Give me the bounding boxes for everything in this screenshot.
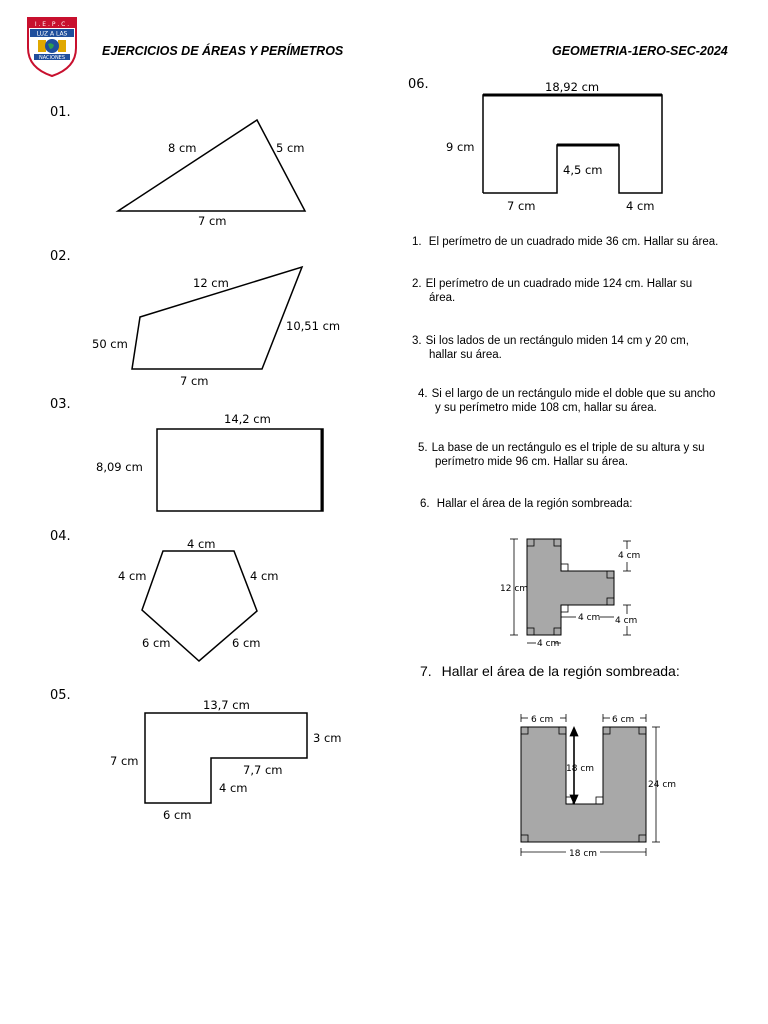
question-4-number: 4. (418, 388, 428, 400)
label-s7-d: 24 cm (648, 780, 677, 790)
label-04-b: 4 cm (118, 569, 147, 583)
figure-number-02: 02. (50, 249, 71, 264)
label-s6-e: 4 cm (537, 639, 560, 649)
question-3-line1: Si los lados de un rectángulo miden 14 cm y 20 cm, (425, 335, 689, 347)
label-05-e: 4 cm (219, 781, 248, 795)
label-s6-b: 12 cm (500, 584, 529, 594)
question-1-number: 1. (412, 236, 422, 248)
question-3-number: 3. (412, 335, 422, 347)
question-1 (412, 235, 732, 249)
label-05-b: 3 cm (313, 731, 342, 745)
triangle-figure (118, 120, 305, 211)
question-2 (412, 277, 732, 305)
label-02-b: 50 cm (92, 337, 128, 351)
question-5-line2: perímetro mide 96 cm. Hallar su área. (435, 456, 629, 468)
question-5-number: 5. (418, 442, 428, 454)
label-04-a: 4 cm (187, 537, 216, 551)
question-4-line1: Si el largo de un rectángulo mide el doble que su ancho (431, 388, 716, 400)
question-5 (418, 441, 738, 469)
label-01-a: 8 cm (168, 141, 197, 155)
label-s7-c: 18 cm (566, 764, 595, 774)
label-s7-e: 18 cm (569, 849, 598, 859)
label-05-d: 7,7 cm (243, 763, 283, 777)
shaded-region-6 (527, 539, 614, 635)
figure-number-06: 06. (408, 77, 429, 92)
question-3 (412, 334, 732, 362)
question-5-line1: La base de un rectángulo es el triple de su altura y su (431, 442, 705, 454)
figure-number-01: 01. (50, 105, 71, 120)
label-s7-a: 6 cm (531, 715, 554, 725)
label-s6-d: 4 cm (615, 616, 638, 626)
label-06-d: 7 cm (507, 199, 536, 213)
logo-bottom-text: NACIONES (38, 55, 66, 61)
label-05-a: 13,7 cm (203, 698, 250, 712)
label-06-a: 18,92 cm (545, 80, 600, 94)
label-06-c: 4,5 cm (563, 163, 603, 177)
label-s6-a: 4 cm (618, 551, 641, 561)
logo-top-text: I . E . P . C . (34, 21, 70, 28)
label-06-b: 9 cm (446, 140, 475, 154)
label-03-a: 14,2 cm (224, 412, 271, 426)
label-s6-c: 4 cm (578, 613, 601, 623)
rectangle-figure (157, 429, 323, 511)
logo-ribbon-text: LUZ A LAS (36, 30, 68, 38)
question-6-text: Hallar el área de la región sombreada: (436, 498, 633, 510)
label-05-c: 7 cm (110, 754, 139, 768)
question-4 (418, 387, 738, 415)
figure-number-03: 03. (50, 397, 71, 412)
label-04-d: 6 cm (142, 636, 171, 650)
label-01-c: 7 cm (198, 214, 227, 228)
label-02-c: 10,51 cm (286, 319, 341, 333)
question-2-number: 2. (412, 278, 422, 290)
right-figures (384, 0, 768, 1024)
question-6 (420, 497, 740, 511)
label-s7-b: 6 cm (612, 715, 635, 725)
label-01-b: 5 cm (276, 141, 305, 155)
label-06-e: 4 cm (626, 199, 655, 213)
label-03-b: 8,09 cm (96, 460, 143, 474)
shaded-region-7 (521, 727, 646, 842)
question-2-line1: El perímetro de un cuadrado mide 124 cm. Hallar su (425, 278, 693, 290)
question-7-number: 7. (420, 663, 432, 679)
label-04-c: 4 cm (250, 569, 279, 583)
header-left-title: EJERCICIOS DE ÁREAS Y PERÍMETROS (102, 44, 344, 58)
figure-number-05: 05. (50, 688, 71, 703)
label-02-a: 12 cm (193, 276, 229, 290)
label-04-e: 6 cm (232, 636, 261, 650)
label-05-f: 6 cm (163, 808, 192, 822)
question-6-number: 6. (420, 498, 430, 510)
label-02-d: 7 cm (180, 374, 209, 388)
header-right-title: GEOMETRIA-1ERO-SEC-2024 (552, 44, 728, 58)
figure-number-04: 04. (50, 529, 71, 544)
question-1-text: El perímetro de un cuadrado mide 36 cm. Hallar su área. (428, 236, 719, 248)
question-7 (420, 663, 750, 679)
question-2-line2: área. (429, 292, 456, 304)
question-4-line2: y su perímetro mide 108 cm, hallar su área. (435, 402, 657, 414)
question-7-text: Hallar el área de la región sombreada: (441, 663, 680, 679)
question-3-line2: hallar su área. (429, 349, 502, 361)
